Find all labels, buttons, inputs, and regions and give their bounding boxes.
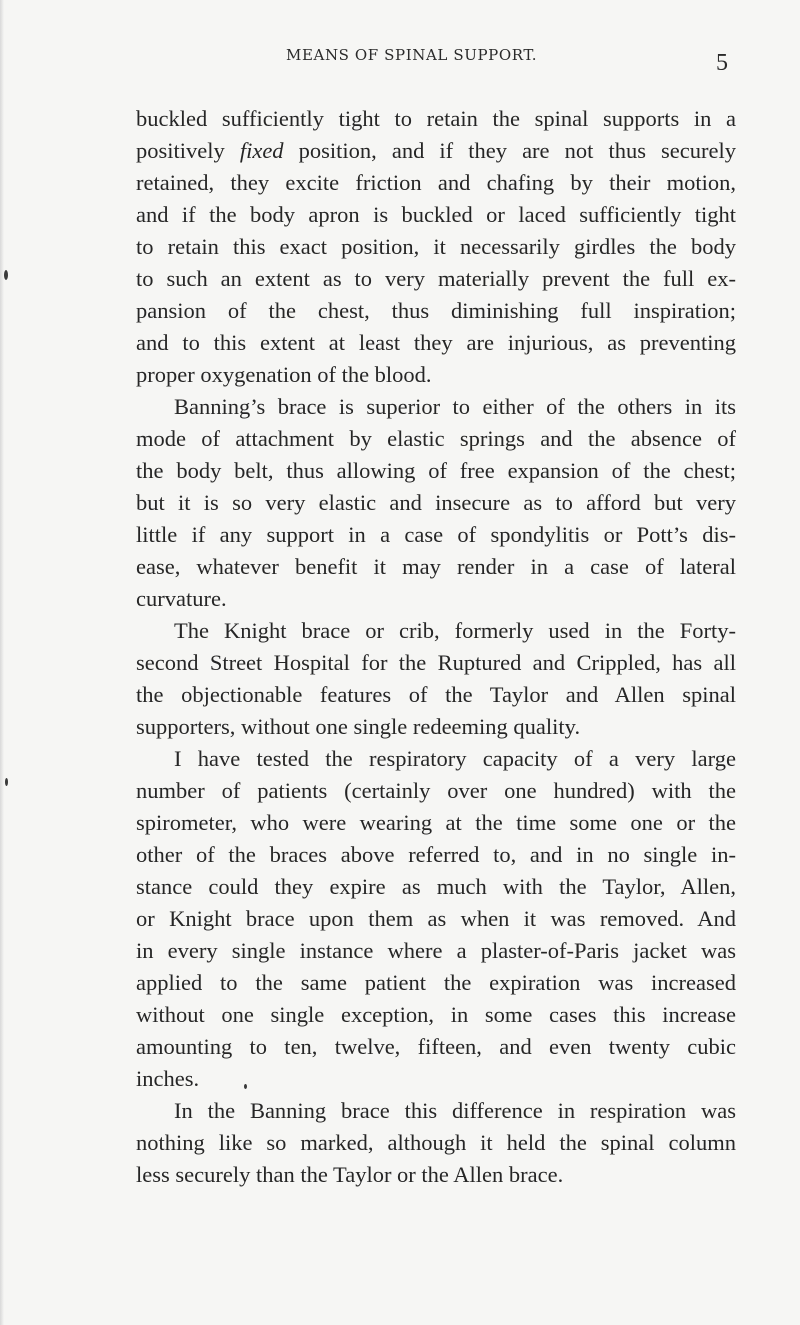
text-line: nothing like so marked, although it held the spinal column [136, 1130, 736, 1155]
text-line: less securely than the Taylor or the Allen brace. [136, 1162, 564, 1187]
paragraph-first-line: In the Banning brace this difference in respiration was [174, 1098, 736, 1123]
text-run: positively [136, 138, 240, 163]
text-line: proper oxygenation of the blood. [136, 362, 432, 387]
body-text [136, 103, 736, 1191]
text-line: to such an extent as to very materially prevent the full ex- [136, 266, 736, 291]
text-line: but it is so very elastic and insecure as to afford but very [136, 490, 736, 515]
text-line: supporters, without one single redeeming quality. [136, 714, 581, 739]
text-line: stance could they expire as much with the Taylor, Allen, [136, 874, 736, 899]
paragraph-first-line: I have tested the respiratory capacity of a very large [174, 746, 736, 771]
text-line: and to this extent at least they are injurious, as preventing [136, 330, 736, 355]
text-line: in every single instance where a plaster-of-Paris jacket was [136, 938, 736, 963]
page-number: 5 [716, 50, 728, 76]
margin-speck [244, 1084, 247, 1089]
paragraph-first-line: The Knight brace or crib, formerly used in the Forty- [174, 618, 736, 643]
text-line: without one single exception, in some cases this increase [136, 1002, 736, 1027]
page-header [0, 46, 800, 76]
text-line: little if any support in a case of spondylitis or Pott’s dis- [136, 522, 736, 547]
text-line: spirometer, who were wearing at the time some one or the [136, 810, 736, 835]
text-line [136, 135, 736, 167]
text-line: inches. [136, 1066, 200, 1091]
text-line: pansion of the chest, thus diminishing full inspiration; [136, 298, 736, 323]
text-line: to retain this exact position, it necessarily girdles the body [136, 234, 736, 259]
text-line: the objectionable features of the Taylor and Allen spinal [136, 682, 736, 707]
text-line: number of patients (certainly over one hundred) with the [136, 778, 736, 803]
text-line: applied to the same patient the expiration was increased [136, 970, 736, 995]
paragraph-first-line: Banning’s brace is superior to either of the others in its [174, 394, 736, 419]
text-run: position, and if they are not thus securely [283, 138, 736, 163]
margin-speck [5, 778, 8, 786]
text-line: and if the body apron is buckled or laced sufficiently tight [136, 202, 736, 227]
text-line: amounting to ten, twelve, fifteen, and even twenty cubic [136, 1034, 736, 1059]
text-line: other of the braces above referred to, and in no single in- [136, 842, 736, 867]
text-line: ease, whatever benefit it may render in a case of lateral [136, 554, 736, 579]
text-line: retained, they excite friction and chafing by their motion, [136, 170, 736, 195]
text-line: the body belt, thus allowing of free expansion of the chest; [136, 458, 736, 483]
running-head: MEANS OF SPINAL SUPPORT. [286, 46, 538, 64]
text-line: curvature. [136, 586, 227, 611]
text-line: buckled sufficiently tight to retain the spinal supports in a [136, 106, 736, 131]
margin-speck [4, 270, 8, 280]
text-line: or Knight brace upon them as when it was removed. And [136, 906, 736, 931]
text-line: second Street Hospital for the Ruptured and Crippled, has all [136, 650, 736, 675]
italic-emphasis: fixed [239, 138, 284, 163]
page-edge-shadow [0, 0, 4, 1325]
text-line: mode of attachment by elastic springs and the absence of [136, 426, 736, 451]
